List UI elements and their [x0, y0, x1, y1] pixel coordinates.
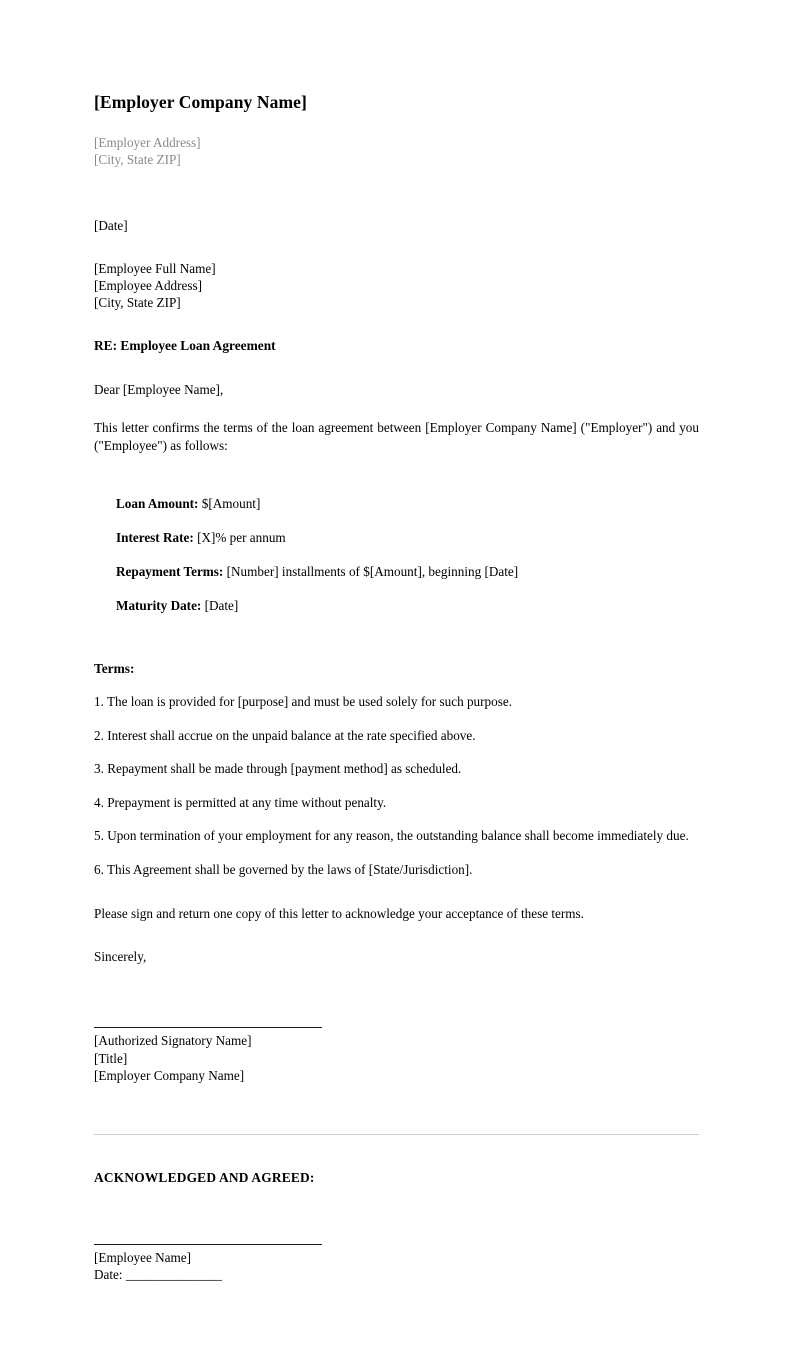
acknowledgment-heading: ACKNOWLEDGED AND AGREED:: [94, 1170, 315, 1186]
loan-amount-value: $[Amount]: [198, 496, 261, 512]
letter-date: [Date]: [94, 217, 128, 233]
employee-date-row: [94, 1266, 699, 1283]
term-item-2: 2. Interest shall accrue on the unpaid balance at the rate specified above.: [94, 727, 476, 743]
interest-rate-label: Interest Rate:: [116, 530, 194, 546]
document-content: [94, 92, 699, 1284]
signatory-title: [Title]: [94, 1050, 128, 1066]
employer-signature-block: [94, 1032, 699, 1084]
letterhead-address-line1: [Employer Address]: [94, 134, 201, 150]
date-label: Date:: [94, 1267, 126, 1283]
signatory-company: [Employer Company Name]: [94, 1067, 245, 1083]
recipient-name: [Employee Full Name]: [94, 260, 216, 276]
employer-signature-line: [94, 1027, 322, 1028]
employee-name-label: [Employee Name]: [94, 1250, 192, 1266]
authorized-signatory-name: [Authorized Signatory Name]: [94, 1033, 252, 1049]
letterhead: [94, 92, 699, 168]
employee-signature-line: [94, 1244, 322, 1245]
recipient-city-state-zip: [City, State ZIP]: [94, 295, 181, 311]
recipient-address: [Employee Address]: [94, 278, 203, 294]
term-item-1: 1. The loan is provided for [purpose] and must be used solely for such purpose.: [94, 694, 513, 710]
loan-detail-row: [116, 563, 699, 580]
employee-signature-block: [94, 1249, 699, 1283]
closing-request: Please sign and return one copy of this letter to acknowledge your acceptance of these terms.: [94, 906, 584, 922]
loan-details-block: [94, 495, 699, 614]
loan-detail-row: [116, 495, 699, 512]
interest-rate-value: [X]% per annum: [193, 530, 286, 546]
term-item-3: 3. Repayment shall be made through [payment method] as scheduled.: [94, 761, 462, 777]
term-item-4: 4. Prepayment is permitted at any time without penalty.: [94, 794, 387, 810]
term-item-5: 5. Upon termination of your employment for any reason, the outstanding balance shall become immediately due.: [94, 828, 689, 844]
intro-paragraph: This letter confirms the terms of the loan agreement between [Employer Company Name] ("Employer") and you ("Employee") as follows:: [94, 420, 699, 453]
loan-detail-row: [116, 597, 699, 614]
loan-amount-label: Loan Amount:: [116, 496, 199, 512]
maturity-date-value: [Date]: [201, 598, 239, 614]
sincerely-line: Sincerely,: [94, 949, 147, 965]
loan-detail-row: [116, 529, 699, 546]
section-divider: [94, 1134, 699, 1135]
letterhead-address-line2: [City, State ZIP]: [94, 151, 181, 167]
recipient-block: [94, 260, 699, 312]
date-blank-field[interactable]: _______________: [125, 1267, 222, 1283]
letterhead-address-block: [94, 134, 699, 168]
salutation: Dear [Employee Name],: [94, 382, 224, 398]
subject-line: RE: Employee Loan Agreement: [94, 338, 276, 354]
terms-heading: Terms:: [94, 661, 135, 677]
repayment-terms-label: Repayment Terms:: [116, 564, 224, 580]
repayment-terms-value: [Number] installments of $[Amount], beginning [Date]: [223, 564, 519, 580]
maturity-date-label: Maturity Date:: [116, 598, 202, 614]
term-item-6: 6. This Agreement shall be governed by the laws of [State/Jurisdiction].: [94, 861, 473, 877]
company-name-heading: [Employer Company Name]: [94, 92, 307, 112]
